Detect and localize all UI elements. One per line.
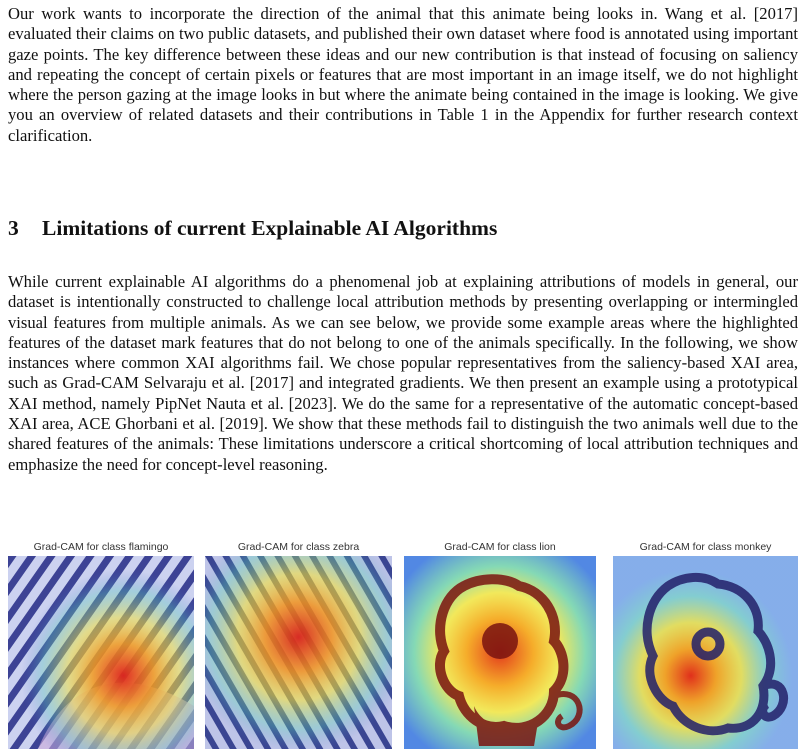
figure-panel-lion	[404, 538, 596, 749]
panel-title: Grad-CAM for class monkey	[639, 541, 772, 553]
panel-title: Grad-CAM for class lion	[444, 541, 556, 553]
panel-title: Grad-CAM for class flamingo	[33, 541, 169, 553]
figure-panel-flamingo	[8, 538, 194, 749]
section-heading	[8, 216, 497, 241]
gradcam-heatmap-image	[205, 556, 392, 749]
figure-panel-monkey	[613, 538, 798, 749]
gradcam-heatmap-image	[613, 556, 798, 749]
figure-panel-zebra	[205, 538, 392, 749]
body-paragraph: While current explainable AI algorithms do a phenomenal job at explaining attributions of models in general, our dataset is intentionally constructed to challenge local attribution methods by presenting overlapping or intermingled visual features from multiple animals. As we can see below, we provide some example areas where the highlighted features of the dataset mark features that do not belong to one of the animals specifically. In the following, we show instances where common XAI algorithms fail. We chose popular representatives from the saliency-based XAI area, such as Grad-CAM Selvaraju et al. [2017] and integrated gradients. We then present an example using a prototypical XAI method, namely PipNet Nauta et al. [2023]. We do the same for a representative of the automatic concept-based XAI area, ACE Ghorbani et al. [2019]. We show that these methods fail to distinguish the two animals well due to the shared features of the animals: These limitations underscore a critical shortcoming of local attribution techniques and emphasize the need for concept-level reasoning.	[8, 272, 798, 474]
section-number: 3	[8, 216, 19, 240]
panel-title: Grad-CAM for class zebra	[237, 541, 360, 553]
gradcam-heatmap-image	[8, 556, 194, 749]
body-paragraph: Our work wants to incorporate the direction of the animal that this animate being looks in. Wang et al. [2017] evaluated their claims on two public datasets, and published their own dataset where food is annotated using important gaze points. The key difference between these ideas and our new contribution is that instead of focusing on saliency and repeating the concept of certain pixels or features that are most important in an image itself, we do not highlight where the person gazing at the image looks in but where the animate being contained in the image is looking. We give you an overview of related datasets and their contributions in Table 1 in the Appendix for further research context clarification.	[8, 4, 798, 145]
gradcam-heatmap-image	[404, 556, 596, 749]
section-title: Limitations of current Explainable AI Algorithms	[42, 216, 498, 240]
